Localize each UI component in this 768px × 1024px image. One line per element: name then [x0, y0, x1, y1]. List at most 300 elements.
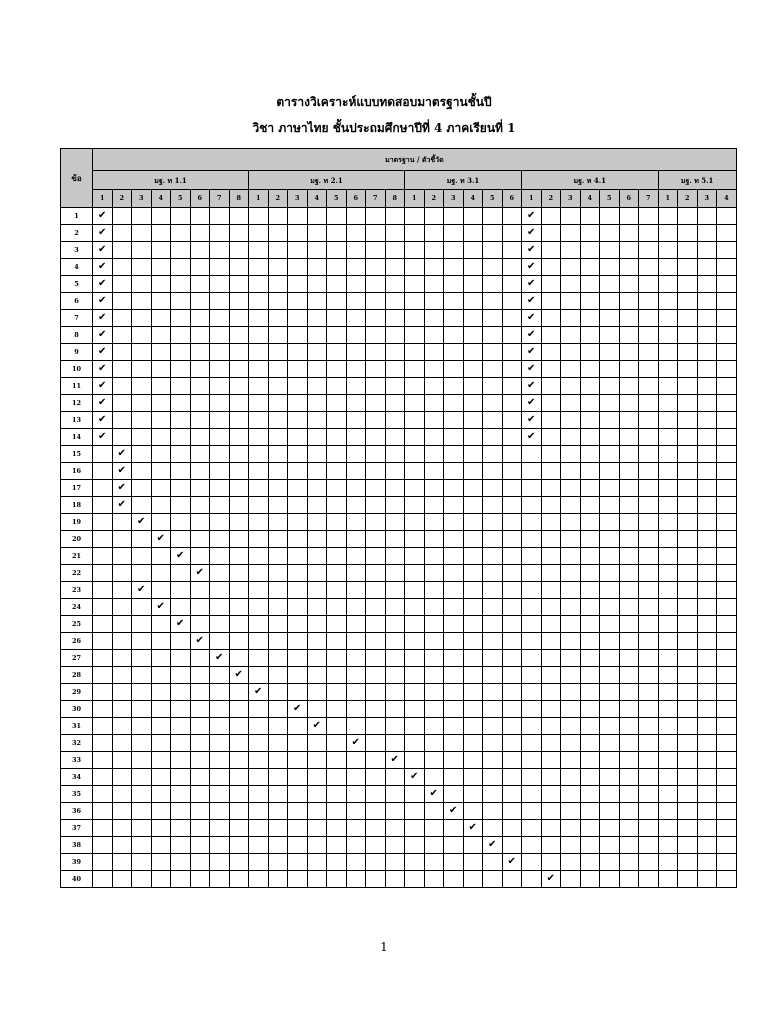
indicator-cell	[210, 242, 230, 259]
indicator-cell	[385, 616, 405, 633]
indicator-cell	[502, 225, 522, 242]
indicator-cell	[229, 446, 249, 463]
indicator-cell	[385, 837, 405, 854]
indicator-cell	[112, 361, 132, 378]
indicator-cell	[93, 327, 113, 344]
indicator-cell	[249, 463, 269, 480]
indicator-cell	[697, 208, 717, 225]
indicator-cell	[522, 803, 542, 820]
indicator-cell	[697, 378, 717, 395]
indicator-cell	[424, 514, 444, 531]
indicator-cell	[307, 837, 327, 854]
indicator-cell	[112, 616, 132, 633]
indicator-cell	[307, 497, 327, 514]
indicator-cell	[151, 429, 171, 446]
indicator-cell	[678, 395, 698, 412]
indicator-cell	[249, 310, 269, 327]
indicator-cell	[483, 565, 503, 582]
indicator-cell	[405, 412, 425, 429]
table-row	[61, 276, 737, 293]
indicator-cell	[561, 446, 581, 463]
indicator-cell	[112, 412, 132, 429]
indicator-cell	[249, 276, 269, 293]
indicator-cell	[502, 548, 522, 565]
table-row	[61, 259, 737, 276]
indicator-cell	[522, 650, 542, 667]
indicator-cell	[424, 276, 444, 293]
indicator-cell	[405, 633, 425, 650]
indicator-cell	[268, 667, 288, 684]
indicator-cell	[717, 871, 737, 888]
indicator-cell	[619, 616, 639, 633]
indicator-cell	[522, 820, 542, 837]
indicator-cell	[93, 616, 113, 633]
check-mark-icon: ✔	[488, 839, 497, 850]
indicator-cell	[502, 769, 522, 786]
indicator-cell	[132, 701, 152, 718]
check-mark-icon: ✔	[527, 431, 536, 442]
indicator-cell	[210, 684, 230, 701]
indicator-cell	[405, 259, 425, 276]
indicator-cell	[327, 582, 347, 599]
indicator-cell	[346, 752, 366, 769]
indicator-cell	[112, 548, 132, 565]
item-number: 3	[61, 242, 93, 259]
indicator-cell	[522, 259, 542, 276]
indicator-cell	[463, 769, 483, 786]
indicator-cell	[307, 820, 327, 837]
indicator-cell	[190, 616, 210, 633]
indicator-cell	[483, 497, 503, 514]
indicator-cell	[463, 548, 483, 565]
indicator-cell	[346, 514, 366, 531]
indicator-cell	[346, 548, 366, 565]
indicator-cell	[210, 429, 230, 446]
indicator-cell	[697, 293, 717, 310]
indicator-cell	[405, 599, 425, 616]
indicator-cell	[463, 735, 483, 752]
indicator-cell	[405, 769, 425, 786]
indicator-cell	[717, 786, 737, 803]
indicator-cell	[463, 871, 483, 888]
indicator-cell	[366, 327, 386, 344]
indicator-cell	[327, 616, 347, 633]
indicator-cell	[405, 667, 425, 684]
indicator-cell	[405, 735, 425, 752]
indicator-cell	[171, 752, 191, 769]
indicator-cell	[93, 497, 113, 514]
indicator-cell	[697, 769, 717, 786]
table-row	[61, 752, 737, 769]
indicator-cell	[327, 854, 347, 871]
item-number: 18	[61, 497, 93, 514]
indicator-cell	[268, 718, 288, 735]
indicator-cell	[210, 752, 230, 769]
indicator-cell	[522, 684, 542, 701]
indicator-cell	[717, 480, 737, 497]
check-mark-icon: ✔	[98, 329, 107, 340]
check-mark-icon: ✔	[293, 703, 302, 714]
indicator-cell	[112, 837, 132, 854]
indicator-cell	[151, 259, 171, 276]
indicator-cell	[210, 531, 230, 548]
indicator-cell	[717, 803, 737, 820]
indicator-cell	[717, 497, 737, 514]
indicator-cell	[112, 208, 132, 225]
indicator-cell	[229, 599, 249, 616]
indicator-cell	[249, 514, 269, 531]
indicator-cell	[522, 412, 542, 429]
indicator-cell	[405, 803, 425, 820]
indicator-cell	[600, 786, 620, 803]
indicator-cell	[600, 684, 620, 701]
indicator-cell	[210, 667, 230, 684]
indicator-cell	[93, 548, 113, 565]
indicator-number: 4	[307, 190, 327, 208]
item-number: 17	[61, 480, 93, 497]
indicator-cell	[639, 344, 659, 361]
indicator-cell	[210, 616, 230, 633]
indicator-cell	[639, 871, 659, 888]
indicator-cell	[132, 599, 152, 616]
indicator-cell	[541, 837, 561, 854]
indicator-cell	[366, 497, 386, 514]
indicator-cell	[229, 463, 249, 480]
indicator-cell	[580, 803, 600, 820]
indicator-cell	[268, 599, 288, 616]
indicator-cell	[229, 837, 249, 854]
indicator-cell	[522, 735, 542, 752]
indicator-cell	[444, 582, 464, 599]
indicator-cell	[717, 327, 737, 344]
indicator-cell	[229, 718, 249, 735]
indicator-cell	[190, 446, 210, 463]
indicator-cell	[717, 684, 737, 701]
indicator-cell	[697, 463, 717, 480]
indicator-cell	[190, 497, 210, 514]
indicator-cell	[678, 293, 698, 310]
indicator-cell	[366, 548, 386, 565]
indicator-cell	[600, 616, 620, 633]
indicator-cell	[385, 718, 405, 735]
indicator-cell	[658, 208, 678, 225]
indicator-cell	[249, 327, 269, 344]
check-mark-icon: ✔	[527, 380, 536, 391]
indicator-cell	[288, 548, 308, 565]
indicator-cell	[366, 293, 386, 310]
indicator-cell	[561, 803, 581, 820]
indicator-cell	[268, 854, 288, 871]
indicator-cell	[171, 769, 191, 786]
indicator-cell	[249, 684, 269, 701]
indicator-cell	[541, 803, 561, 820]
indicator-cell	[463, 599, 483, 616]
indicator-cell	[580, 378, 600, 395]
indicator-cell	[229, 650, 249, 667]
indicator-cell	[171, 565, 191, 582]
indicator-cell	[385, 769, 405, 786]
item-number: 20	[61, 531, 93, 548]
indicator-cell	[522, 769, 542, 786]
check-mark-icon: ✔	[527, 261, 536, 272]
indicator-cell	[288, 803, 308, 820]
indicator-cell	[444, 718, 464, 735]
indicator-cell	[424, 429, 444, 446]
indicator-cell	[288, 208, 308, 225]
indicator-cell	[502, 667, 522, 684]
indicator-cell	[424, 395, 444, 412]
indicator-cell	[541, 786, 561, 803]
indicator-number: 1	[522, 190, 542, 208]
indicator-cell	[307, 259, 327, 276]
indicator-cell	[678, 310, 698, 327]
indicator-cell	[541, 667, 561, 684]
indicator-cell	[658, 616, 678, 633]
indicator-cell	[463, 514, 483, 531]
indicator-cell	[600, 854, 620, 871]
item-number: 5	[61, 276, 93, 293]
indicator-cell	[619, 565, 639, 582]
indicator-cell	[112, 531, 132, 548]
indicator-cell	[288, 361, 308, 378]
indicator-cell	[541, 735, 561, 752]
indicator-cell	[229, 276, 249, 293]
indicator-cell	[522, 871, 542, 888]
indicator-cell	[93, 752, 113, 769]
indicator-cell	[639, 633, 659, 650]
page-number: 1	[380, 940, 388, 954]
item-number: 13	[61, 412, 93, 429]
indicator-cell	[600, 361, 620, 378]
check-mark-icon: ✔	[98, 295, 107, 306]
indicator-cell	[132, 548, 152, 565]
indicator-cell	[307, 225, 327, 242]
indicator-cell	[385, 293, 405, 310]
indicator-cell	[444, 429, 464, 446]
indicator-number: 3	[561, 190, 581, 208]
table-row	[61, 701, 737, 718]
indicator-cell	[132, 786, 152, 803]
indicator-cell	[463, 412, 483, 429]
table-row	[61, 820, 737, 837]
indicator-cell	[93, 446, 113, 463]
indicator-cell	[619, 361, 639, 378]
indicator-cell	[93, 480, 113, 497]
indicator-cell	[639, 701, 659, 718]
indicator-cell	[112, 429, 132, 446]
indicator-cell	[132, 242, 152, 259]
indicator-cell	[697, 480, 717, 497]
indicator-cell	[678, 616, 698, 633]
check-mark-icon: ✔	[527, 329, 536, 340]
indicator-cell	[444, 242, 464, 259]
indicator-cell	[561, 718, 581, 735]
indicator-cell	[93, 667, 113, 684]
indicator-cell	[288, 463, 308, 480]
table-row	[61, 242, 737, 259]
indicator-cell	[405, 820, 425, 837]
indicator-cell	[483, 684, 503, 701]
indicator-cell	[190, 259, 210, 276]
indicator-cell	[717, 293, 737, 310]
indicator-cell	[327, 412, 347, 429]
indicator-cell	[327, 735, 347, 752]
indicator-cell	[210, 412, 230, 429]
table-row	[61, 565, 737, 582]
indicator-cell	[424, 208, 444, 225]
indicator-cell	[717, 412, 737, 429]
item-number: 35	[61, 786, 93, 803]
indicator-cell	[249, 582, 269, 599]
indicator-cell	[463, 395, 483, 412]
indicator-cell	[190, 208, 210, 225]
indicator-cell	[619, 701, 639, 718]
check-mark-icon: ✔	[410, 771, 419, 782]
indicator-number: 3	[288, 190, 308, 208]
indicator-cell	[229, 820, 249, 837]
indicator-cell	[444, 701, 464, 718]
indicator-cell	[288, 480, 308, 497]
indicator-cell	[190, 412, 210, 429]
indicator-cell	[288, 395, 308, 412]
indicator-cell	[190, 769, 210, 786]
indicator-cell	[658, 633, 678, 650]
indicator-cell	[307, 463, 327, 480]
indicator-cell	[190, 599, 210, 616]
indicator-cell	[580, 786, 600, 803]
indicator-cell	[424, 735, 444, 752]
indicator-cell	[600, 208, 620, 225]
indicator-cell	[463, 225, 483, 242]
indicator-cell	[327, 871, 347, 888]
indicator-cell	[171, 582, 191, 599]
indicator-cell	[483, 599, 503, 616]
indicator-cell	[288, 854, 308, 871]
indicator-number: 6	[619, 190, 639, 208]
indicator-cell	[658, 854, 678, 871]
indicator-cell	[366, 412, 386, 429]
indicator-cell	[424, 225, 444, 242]
indicator-cell	[561, 327, 581, 344]
indicator-cell	[366, 599, 386, 616]
indicator-cell	[678, 361, 698, 378]
check-mark-icon: ✔	[137, 584, 146, 595]
indicator-cell	[639, 429, 659, 446]
indicator-cell	[171, 344, 191, 361]
indicator-cell	[717, 361, 737, 378]
indicator-cell	[463, 752, 483, 769]
indicator-cell	[288, 820, 308, 837]
indicator-cell	[463, 310, 483, 327]
indicator-cell	[580, 293, 600, 310]
indicator-cell	[366, 276, 386, 293]
indicator-cell	[697, 633, 717, 650]
indicator-cell	[463, 565, 483, 582]
indicator-cell	[327, 276, 347, 293]
indicator-cell	[151, 242, 171, 259]
indicator-cell	[405, 531, 425, 548]
indicator-cell	[600, 480, 620, 497]
indicator-cell	[600, 701, 620, 718]
indicator-cell	[366, 480, 386, 497]
indicator-cell	[405, 208, 425, 225]
indicator-cell	[697, 565, 717, 582]
indicator-cell	[600, 327, 620, 344]
indicator-cell	[541, 599, 561, 616]
indicator-cell	[346, 667, 366, 684]
indicator-cell	[717, 616, 737, 633]
indicator-cell	[405, 276, 425, 293]
indicator-cell	[678, 871, 698, 888]
indicator-cell	[405, 786, 425, 803]
indicator-cell	[366, 344, 386, 361]
indicator-cell	[639, 412, 659, 429]
indicator-cell	[639, 242, 659, 259]
indicator-cell	[112, 395, 132, 412]
item-number: 21	[61, 548, 93, 565]
indicator-cell	[600, 446, 620, 463]
indicator-cell	[171, 667, 191, 684]
indicator-cell	[619, 599, 639, 616]
indicator-cell	[132, 684, 152, 701]
indicator-cell	[93, 429, 113, 446]
indicator-cell	[132, 854, 152, 871]
indicator-cell	[444, 463, 464, 480]
indicator-cell	[385, 361, 405, 378]
indicator-number: 3	[132, 190, 152, 208]
indicator-cell	[93, 208, 113, 225]
indicator-cell	[658, 548, 678, 565]
indicator-cell	[658, 752, 678, 769]
indicator-cell	[424, 548, 444, 565]
indicator-cell	[151, 310, 171, 327]
indicator-cell	[385, 242, 405, 259]
indicator-cell	[424, 769, 444, 786]
indicator-cell	[171, 208, 191, 225]
indicator-cell	[463, 293, 483, 310]
indicator-cell	[561, 225, 581, 242]
indicator-cell	[600, 718, 620, 735]
indicator-cell	[541, 548, 561, 565]
indicator-cell	[561, 871, 581, 888]
indicator-cell	[678, 820, 698, 837]
indicator-cell	[561, 242, 581, 259]
indicator-cell	[678, 650, 698, 667]
indicator-cell	[658, 344, 678, 361]
item-number: 6	[61, 293, 93, 310]
indicator-cell	[210, 395, 230, 412]
indicator-cell	[678, 684, 698, 701]
indicator-cell	[639, 327, 659, 344]
indicator-cell	[112, 854, 132, 871]
indicator-cell	[580, 820, 600, 837]
check-mark-icon: ✔	[234, 669, 243, 680]
indicator-cell	[132, 463, 152, 480]
check-mark-icon: ✔	[117, 482, 126, 493]
indicator-cell	[346, 633, 366, 650]
indicator-cell	[561, 310, 581, 327]
indicator-cell	[93, 514, 113, 531]
indicator-cell	[678, 429, 698, 446]
indicator-cell	[151, 446, 171, 463]
indicator-cell	[405, 429, 425, 446]
indicator-cell	[678, 378, 698, 395]
indicator-cell	[268, 565, 288, 582]
indicator-cell	[444, 514, 464, 531]
item-number: 37	[61, 820, 93, 837]
indicator-cell	[697, 837, 717, 854]
indicator-cell	[249, 701, 269, 718]
